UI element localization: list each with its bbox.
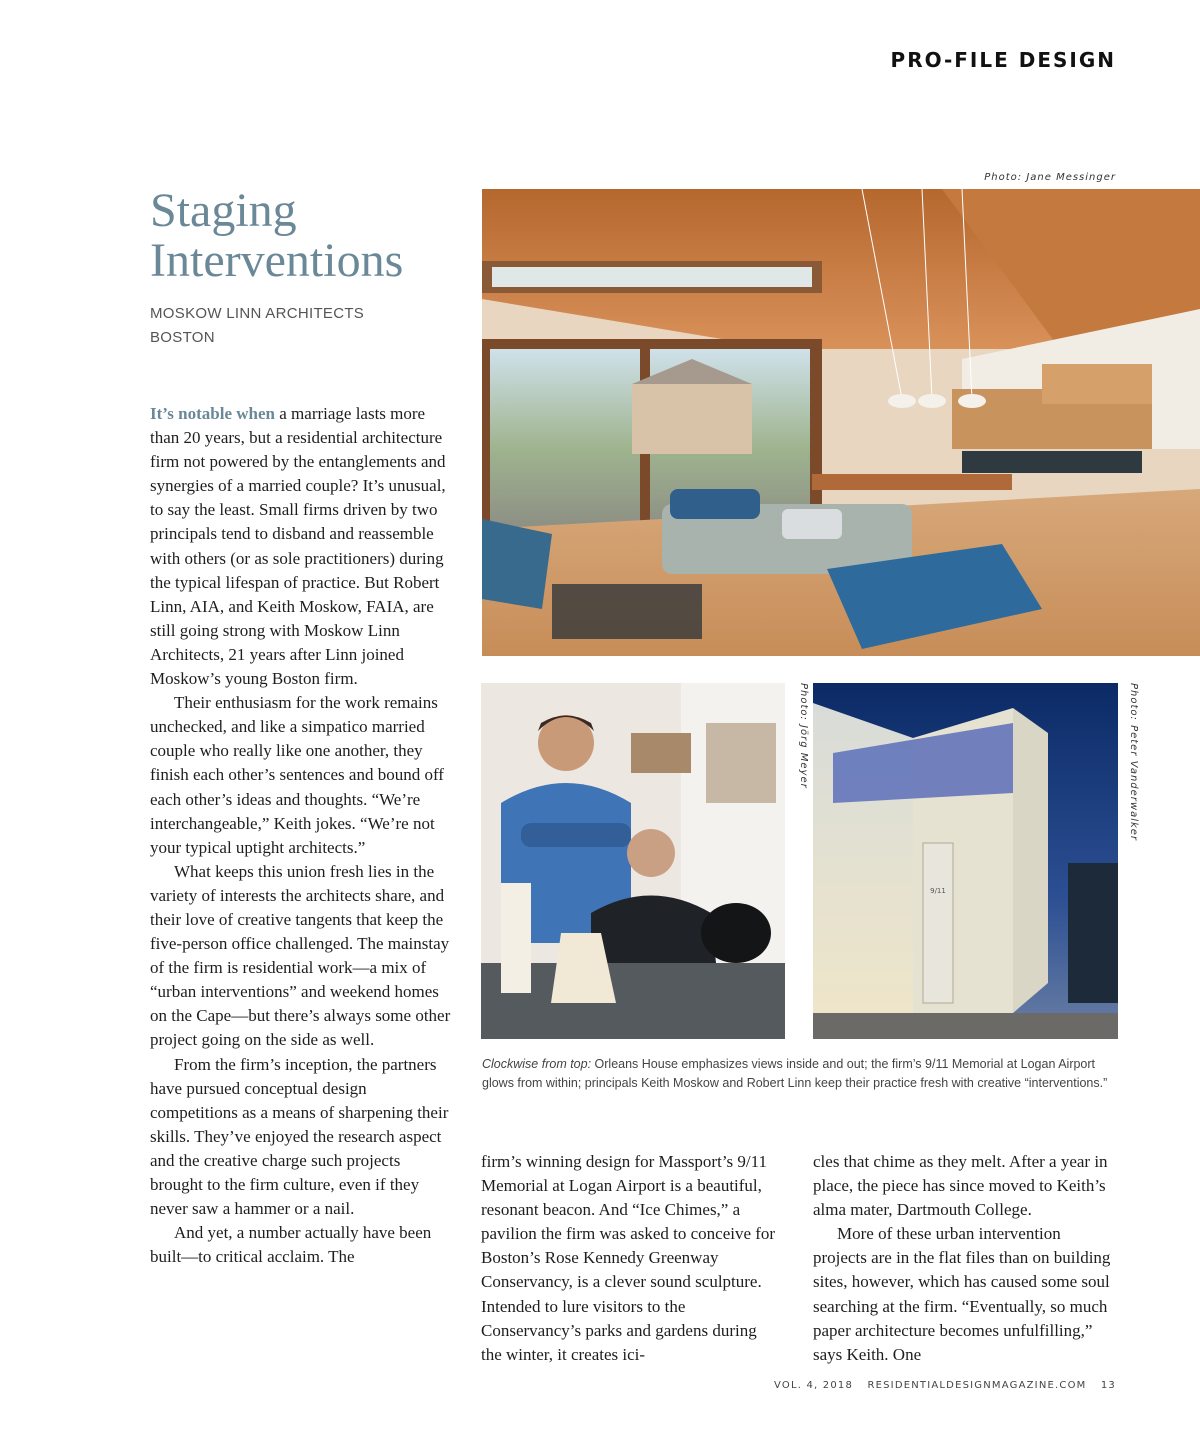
- memorial-plaque-text: 9/11: [930, 887, 946, 895]
- photo-credit-main: Photo: Jane Messinger: [984, 172, 1116, 183]
- lead-in: It’s notable when: [150, 404, 275, 423]
- photo-orleans-house-interior: [482, 189, 1200, 656]
- paragraph-1-text: a marriage lasts more than 20 years, but a residential architecture firm not powered by the entanglements and synergies of a married couple? It’s unusual, to say the least. Small firms driven by two principals tend to disband and reassemble with others (or as sole practitioners) during the typical lifespan of practice. But Robert Linn, AIA, and Keith Moskow, FAIA, are still going strong with Moskow Linn Architects, 21 years after Linn joined Moskow’s young Boston firm.: [150, 404, 446, 689]
- title-line-2: Interventions: [150, 234, 404, 287]
- paragraph-5: And yet, a number actually have been built—to critical acclaim. The: [150, 1223, 432, 1267]
- photo-principals-portrait: [481, 683, 785, 1039]
- firm-name: MOSKOW LINN ARCHITECTS: [150, 305, 365, 322]
- photo-credit-memorial: Photo: Peter Vanderwalker: [1128, 683, 1139, 842]
- photo-911-memorial: [813, 683, 1118, 1039]
- article-title: [150, 186, 470, 286]
- title-line-1: Staging: [150, 184, 297, 237]
- photo-credit-portrait: Photo: Jörg Meyer: [798, 683, 809, 789]
- footer-site-link[interactable]: RESIDENTIALDESIGNMAGAZINE.COM: [867, 1380, 1087, 1391]
- firm-city: BOSTON: [150, 329, 215, 346]
- article-subtitle: [150, 302, 364, 350]
- body-column-3: [813, 1150, 1118, 1367]
- caption-text: Orleans House emphasizes views inside and out; the firm’s 9/11 Memorial at Logan Airport glows from within; principals Keith Moskow and Robert Linn keep their practice fresh with creative “interventions.”: [482, 1057, 1108, 1090]
- paragraph-1: [150, 402, 454, 691]
- page-footer: [764, 1380, 1116, 1391]
- paragraph-7: cles that chime as they melt. After a year in place, the piece has since moved to Keith’s alma mater, Dartmouth College.: [813, 1152, 1108, 1220]
- paragraph-4: From the firm’s inception, the partners have pursued conceptual design competitions as a means of sharpening their skills. They’ve enjoyed the research aspect and the creative charge such projects brought to the firm culture, even if they never saw a hammer or a nail.: [150, 1054, 449, 1219]
- footer-volume: VOL. 4, 2018: [774, 1380, 854, 1391]
- section-label: PRO-FILE DESIGN: [890, 48, 1116, 72]
- paragraph-8: More of these urban intervention projects are in the flat files than on building sites, however, which has caused some soul searching at the firm. “Eventually, so much paper architecture becomes unfulfilling,” says Keith. One: [813, 1224, 1111, 1364]
- paragraph-3: What keeps this union fresh lies in the variety of interests the architects share, and their love of creative tangents that keep the five-person office challenged. The mainstay of the firm is residential work—a mix of “urban interventions” and weekend homes on the Cape—but there’s always some other project going on the side as well.: [150, 861, 451, 1050]
- body-column-1: [150, 402, 454, 1269]
- footer-page-number: 13: [1100, 1380, 1116, 1391]
- caption-lead: Clockwise from top:: [482, 1057, 592, 1071]
- body-column-2: [481, 1150, 781, 1367]
- paragraph-6: firm’s winning design for Massport’s 9/11 Memorial at Logan Airport is a beautiful, resonant beacon. And “Ice Chimes,” a pavilion the firm was asked to conceive for Boston’s Rose Kennedy Greenway Conservancy, is a clever sound sculpture. Intended to lure visitors to the Conservancy’s parks and gardens during the winter, it creates ici-: [481, 1152, 776, 1364]
- paragraph-2: Their enthusiasm for the work remains unchecked, and like a simpatico married couple who really like one another, they finish each other’s sentences and bound off each other’s ideas and thoughts. “We’re interchangeable,” Keith jokes. “We’re not your typical uptight architects.”: [150, 693, 444, 857]
- photo-caption: [482, 1055, 1122, 1093]
